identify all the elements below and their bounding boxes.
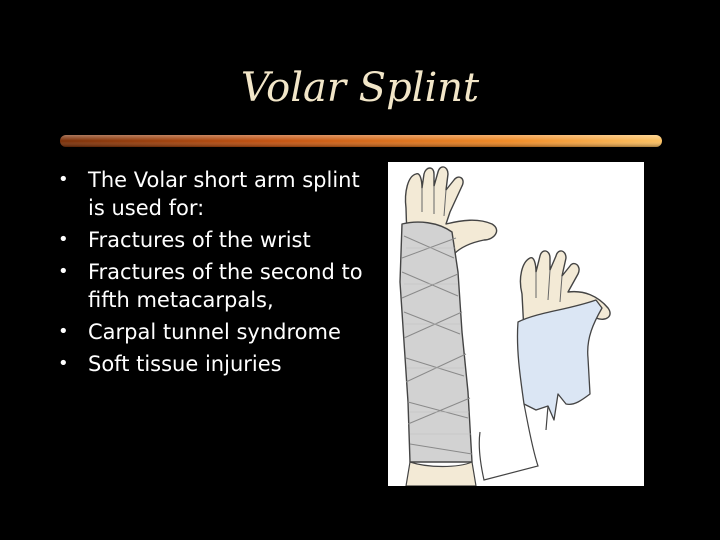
bullet-dot-icon: • xyxy=(58,353,69,374)
bullet-list xyxy=(56,166,376,382)
bullet-text: Soft tissue injuries xyxy=(88,352,282,376)
bullet-item xyxy=(56,350,376,378)
bullet-text: Carpal tunnel syndrome xyxy=(88,320,341,344)
bullet-item xyxy=(56,166,376,222)
bullet-text: The Volar short arm splint is used for: xyxy=(88,168,360,220)
bullet-item xyxy=(56,226,376,254)
bullet-item xyxy=(56,318,376,346)
volar-splint-illustration-icon xyxy=(388,162,644,486)
title-underline-bar xyxy=(60,134,662,148)
bullet-dot-icon: • xyxy=(58,169,69,190)
bullet-item xyxy=(56,258,376,314)
bullet-dot-icon: • xyxy=(58,229,69,250)
bullet-text: Fractures of the second to fifth metacarpals, xyxy=(88,260,363,312)
bullet-dot-icon: • xyxy=(58,321,69,342)
bullet-dot-icon: • xyxy=(58,261,69,282)
bullet-text: Fractures of the wrist xyxy=(88,228,311,252)
volar-splint-illustration xyxy=(388,162,644,486)
slide-title: Volar Splint xyxy=(240,65,480,111)
